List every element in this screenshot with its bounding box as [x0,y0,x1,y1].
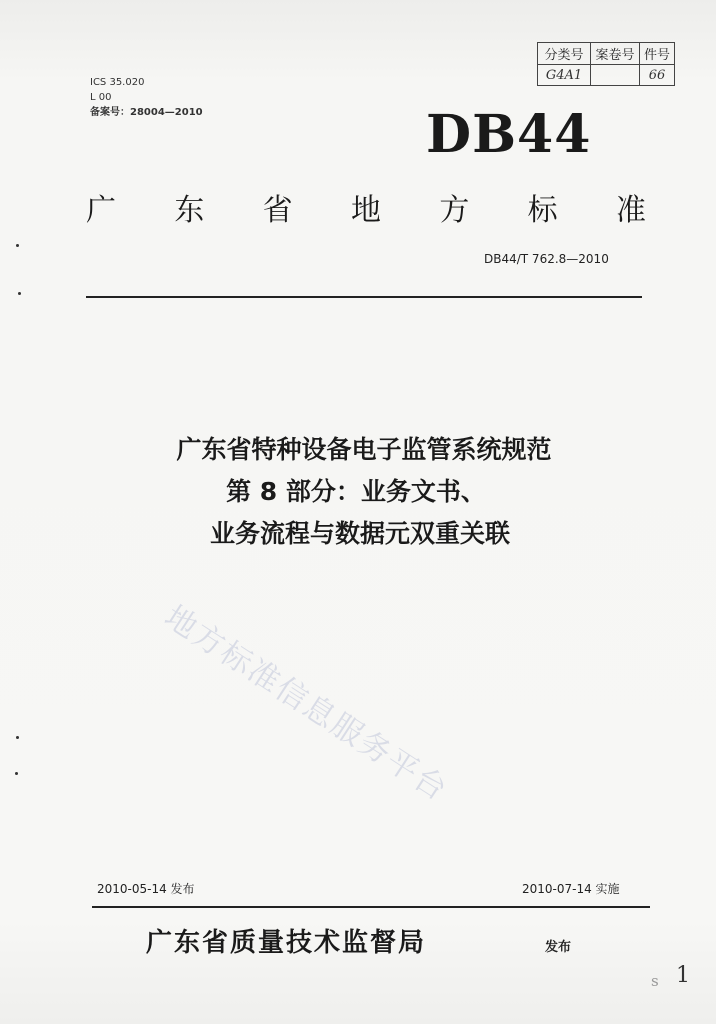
publish-date: 2010-05-14 发布 [97,882,195,896]
page-mark: s [651,972,659,990]
scan-speck [15,772,18,775]
stamp-header-item: 件号 [640,43,675,65]
stamp-value-category: G4A1 [538,65,591,86]
issuing-authority: 广东省质量技术监督局 [146,928,427,958]
standard-type-char: 省 [262,193,293,228]
filing-number: 备案号：28004—2010 [90,107,203,118]
implement-date: 2010-07-14 实施 [522,882,620,896]
watermark: 地方标准信息服务平台 [158,598,455,809]
stamp-header-file: 案卷号 [591,43,640,65]
standard-type [86,185,646,229]
classification-block [90,75,203,120]
archive-stamp [537,42,675,86]
page-number: 1 [676,963,690,988]
stamp-value-item: 66 [640,65,675,86]
issue-label: 发布 [545,940,572,955]
title-line-3: 业务流程与数据元双重关联 [209,519,510,548]
bottom-divider [92,906,650,908]
title-line-1: 广东省特种设备电子监管系统规范 [176,435,552,464]
ics-code: ICS 35.020 [90,77,145,88]
scan-speck [16,736,19,739]
standard-type-char: 方 [439,193,470,228]
top-divider [86,296,642,298]
db-logo: DB44 [426,104,592,165]
standard-code: DB44/T 762.8—2010 [484,252,609,266]
title-line-2: 第 8 部分：业务文书、 [226,477,486,506]
standard-type-char: 广 [86,193,116,228]
standard-type-char: 地 [350,193,381,228]
ccs-code: L 00 [90,92,112,103]
standard-type-char: 准 [615,193,646,228]
scan-speck [18,292,21,295]
stamp-header-category: 分类号 [538,43,591,65]
standard-type-char: 标 [527,193,558,228]
standard-type-char: 东 [174,193,205,228]
scan-speck [16,244,19,247]
stamp-value-file [591,65,640,86]
